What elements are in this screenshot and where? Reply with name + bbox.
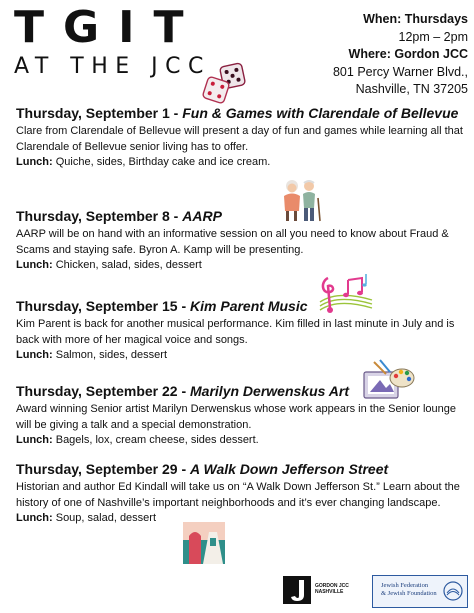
event-heading [16, 102, 466, 124]
event-title: A Walk Down Jefferson Street [190, 461, 389, 477]
event-date: Thursday, September 15 - [16, 298, 191, 314]
event-sep-1 [16, 102, 466, 171]
street-scene-icon [183, 522, 225, 564]
event-sep-29 [16, 458, 466, 527]
event-heading [16, 205, 466, 227]
address-line-2: Nashville, TN 37205 [355, 82, 468, 96]
lunch-menu: Quiche, sides, Birthday cake and ice cream. [52, 156, 271, 168]
lunch-label: Lunch: [16, 349, 53, 361]
event-info [333, 11, 468, 99]
jcc-logo-line-1: GORDON JCC [315, 583, 349, 589]
lunch-menu: Bagels, lox, cream cheese, sides dessert. [52, 434, 259, 446]
jcc-logo [283, 576, 311, 604]
event-title: Fun & Games with Clarendale of Bellevue [182, 105, 459, 121]
page-subtitle: AT THE JCC [14, 54, 211, 79]
event-heading [16, 380, 466, 402]
event-title: Marilyn Derwenskus Art [190, 383, 349, 399]
federation-logo-line-1: Jewish Federation [381, 582, 429, 589]
event-description: Clare from Clarendale of Bellevue will present a day of fun and games while learning all that Clarendale of Bellevue senior living has to offer. [16, 125, 463, 153]
event-lunch [16, 511, 466, 527]
event-date: Thursday, September 8 - [16, 208, 183, 224]
lunch-label: Lunch: [16, 259, 53, 271]
event-sep-8 [16, 205, 466, 274]
jcc-logo-text [315, 583, 349, 595]
jcc-logo-line-2: NASHVILLE [315, 589, 344, 595]
dice-icon [200, 60, 250, 104]
federation-logo [372, 575, 468, 608]
event-title: AARP [182, 208, 222, 224]
lunch-label: Lunch: [16, 156, 53, 168]
federation-logo-text [381, 582, 437, 597]
lunch-menu: Chicken, salad, sides, dessert [52, 259, 202, 271]
lunch-label: Lunch: [16, 512, 53, 524]
time-line: 12pm – 2pm [398, 29, 468, 44]
when-line: When: Thursdays [363, 12, 468, 26]
page-title: TGIT [14, 2, 203, 53]
lunch-menu: Soup, salad, dessert [52, 512, 157, 524]
event-date: Thursday, September 1 - [16, 105, 183, 121]
federation-logo-line-2: & Jewish Foundation [381, 589, 437, 597]
where-line: Where: Gordon JCC [348, 47, 468, 61]
event-description: AARP will be on hand with an informative session on all you need to know about Fraud & Scams and staying safe. Byron A. Kamp will be presenting. [16, 228, 449, 256]
event-description: Award winning Senior artist Marilyn Derwenskus whose work appears in the Senior lounge will be giving a talk and a special demonstration. [16, 403, 457, 431]
event-date: Thursday, September 22 - [16, 383, 191, 399]
event-description: Kim Parent is back for another musical performance. Kim filled in last minute in July and is back with more of her magical voice and songs. [16, 318, 455, 346]
event-sep-22 [16, 380, 466, 449]
event-description: Historian and author Ed Kindall will take us on “A Walk Down Jefferson St.” Learn about the history of one of Nashville’s important neighborhoods and it’s ever changing landscape. [16, 481, 460, 509]
event-date: Thursday, September 29 - [16, 461, 191, 477]
event-heading [16, 458, 466, 480]
lunch-menu: Salmon, sides, dessert [52, 349, 168, 361]
event-heading [16, 295, 466, 317]
jcc-j-mark-icon [283, 576, 311, 604]
event-lunch [16, 155, 466, 171]
event-lunch [16, 433, 466, 449]
event-sep-15 [16, 295, 466, 364]
address-line-1: 801 Percy Warner Blvd., [332, 64, 468, 79]
event-title: Kim Parent Music [190, 298, 308, 314]
lunch-label: Lunch: [16, 434, 53, 446]
event-lunch [16, 258, 466, 274]
federation-emblem-icon [443, 581, 463, 601]
